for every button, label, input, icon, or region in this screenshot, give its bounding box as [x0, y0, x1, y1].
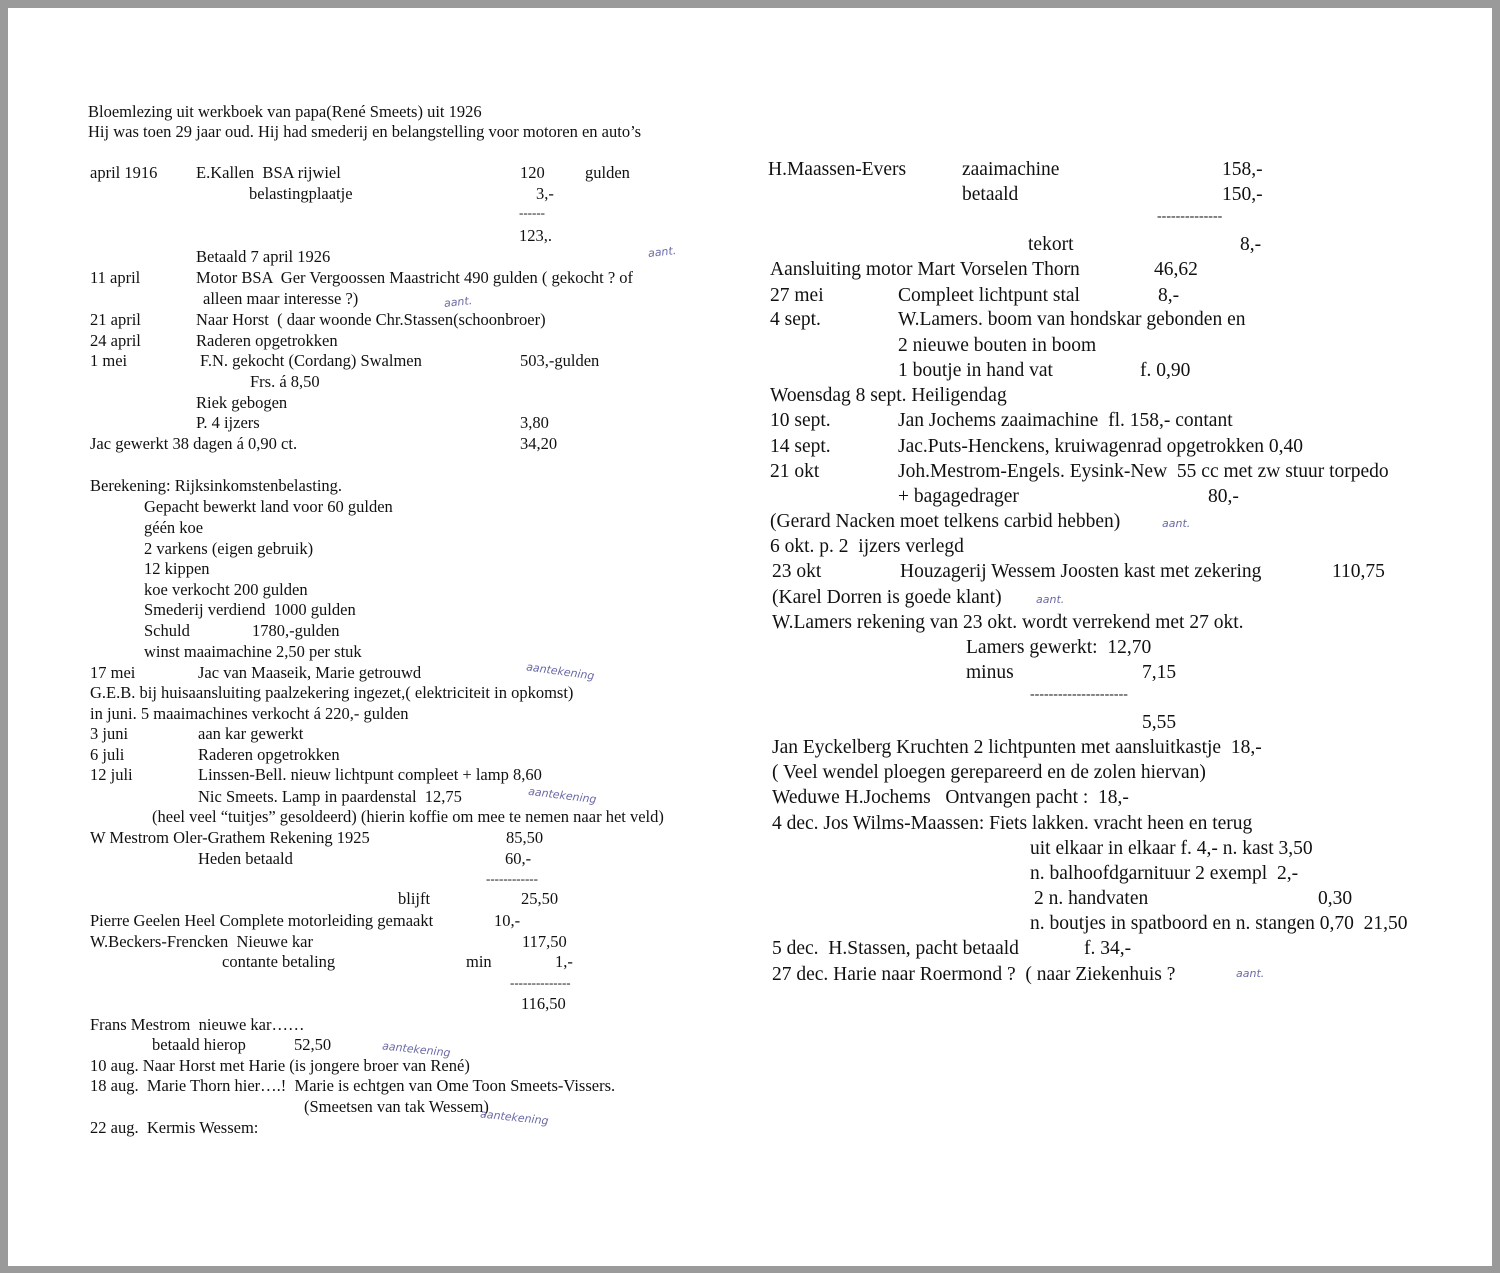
entry-text: E.Kallen BSA rijwiel: [196, 163, 341, 182]
entry-text: Heden betaald: [198, 849, 293, 868]
entry-text: contante betaling: [222, 952, 336, 971]
entry-text: géén koe: [144, 518, 204, 537]
entry-text: P. 4 ijzers: [196, 413, 260, 432]
amount: 3,80: [520, 413, 549, 432]
amount: 7,15: [1142, 662, 1177, 683]
amount: 52,50: [294, 1035, 332, 1054]
amount: 5,55: [1142, 712, 1177, 733]
entry-text: 1 boutje in hand vat: [898, 360, 1053, 381]
handwritten-note: aantekening: [381, 1039, 452, 1060]
entry-text: 6 okt. p. 2 ijzers verlegd: [770, 536, 964, 557]
handwritten-note: aantekening: [479, 1107, 550, 1128]
amount: f. 34,-: [1084, 938, 1132, 959]
entry-text: Compleet lichtpunt stal: [898, 285, 1080, 306]
entry-text: Raderen opgetrokken: [198, 745, 340, 764]
entry-text: 4 dec. Jos Wilms-Maassen: Fiets lakken. vracht heen en terug: [772, 813, 1253, 834]
entry-text: n. boutjes in spatboord en n. stangen 0,70 21,50: [1030, 913, 1408, 934]
handwritten-note: aantekening: [527, 784, 598, 807]
entry-text: 27 dec. Harie naar Roermond ? ( naar Ziekenhuis ?: [772, 964, 1176, 985]
date: april 1916: [90, 163, 158, 182]
amount: 120: [520, 163, 545, 182]
amount: 150,-: [1222, 184, 1263, 205]
divider: --------------: [1157, 209, 1223, 224]
entry-text: 18 aug. Marie Thorn hier….! Marie is echtgen van Ome Toon Smeets-Vissers.: [90, 1076, 616, 1095]
entry-text: winst maaimachine 2,50 per stuk: [144, 642, 362, 661]
amount: f. 0,90: [1140, 360, 1191, 381]
amount: 117,50: [522, 932, 567, 951]
entry-text: n. balhoofdgarnituur 2 exempl 2,-: [1030, 863, 1299, 884]
date: 23 okt: [772, 561, 822, 582]
entry-text: Betaald 7 april 1926: [196, 247, 331, 266]
amount: 8,-: [1158, 285, 1180, 306]
handwritten-note: aant.: [647, 244, 677, 260]
amount: 116,50: [521, 994, 566, 1013]
entry-text: W Mestrom Oler-Grathem Rekening 1925: [90, 828, 370, 847]
entry-text: Motor BSA Ger Vergoossen Maastricht 490 gulden ( gekocht ? of: [196, 268, 634, 287]
entry-text: Naar Horst ( daar woonde Chr.Stassen(schoonbroer): [196, 310, 546, 329]
entry-text: Houzagerij Wessem Joosten kast met zekering: [900, 561, 1262, 582]
header-line: Hij was toen 29 jaar oud. Hij had smederij en belangstelling voor motoren en auto’s: [88, 122, 642, 141]
entry-text: zaaimachine: [962, 159, 1060, 180]
amount: 25,50: [521, 889, 559, 908]
date: 12 juli: [90, 765, 133, 784]
entry-text: Jan Jochems zaaimachine fl. 158,- contant: [898, 410, 1233, 431]
entry-text: Jac van Maaseik, Marie getrouwd: [198, 663, 422, 682]
date: 4 sept.: [770, 309, 821, 330]
entry-text: 2 varkens (eigen gebruik): [144, 539, 314, 558]
entry-text: F.N. gekocht (Cordang) Swalmen: [200, 351, 422, 370]
entry-text: Jan Eyckelberg Kruchten 2 lichtpunten met aansluitkastje 18,-: [772, 737, 1262, 758]
handwritten-note: aant.: [1036, 593, 1065, 606]
entry-text: Joh.Mestrom-Engels. Eysink-New 55 cc met zw stuur torpedo: [898, 461, 1389, 482]
entry-text: koe verkocht 200 gulden: [144, 580, 308, 599]
date: 6 juli: [90, 745, 125, 764]
entry-text: 2 n. handvaten: [1034, 888, 1149, 909]
entry-text: 5 dec. H.Stassen, pacht betaald: [772, 938, 1019, 959]
entry-text: (Karel Dorren is goede klant): [772, 587, 1002, 608]
entry-text: Nic Smeets. Lamp in paardenstal 12,75: [198, 787, 462, 806]
entry-text: Frans Mestrom nieuwe kar……: [90, 1015, 305, 1034]
date: 3 juni: [90, 724, 129, 743]
amount: 110,75: [1332, 561, 1385, 582]
amount: 0,30: [1318, 888, 1353, 909]
date: 21 okt: [770, 461, 820, 482]
amount: 1,-: [555, 952, 573, 971]
date: 1 mei: [90, 351, 128, 370]
entry-text: Smederij verdiend 1000 gulden: [144, 600, 356, 619]
entry-text: blijft: [398, 889, 431, 908]
date: 10 sept.: [770, 410, 831, 431]
entry-text: Berekening: Rijksinkomstenbelasting.: [90, 476, 343, 495]
date: 24 april: [90, 331, 141, 350]
amount: 46,62: [1154, 259, 1198, 280]
entry-text: 2 nieuwe bouten in boom: [898, 335, 1097, 356]
divider: ------: [519, 205, 545, 220]
divider: ---------------------: [1030, 687, 1128, 702]
entry-text: Linssen-Bell. nieuw lichtpunt compleet + lamp 8,60: [198, 765, 542, 784]
amount: 60,-: [505, 849, 532, 868]
entry-text: (Gerard Nacken moet telkens carbid hebben): [770, 511, 1121, 532]
entry-text: alleen maar interesse ?): [203, 289, 359, 308]
entry-text: (Smeetsen van tak Wessem): [304, 1097, 489, 1116]
amount: 80,-: [1208, 486, 1239, 507]
entry-text: Raderen opgetrokken: [196, 331, 338, 350]
entry-text: (heel veel “tuitjes” gesoldeerd) (hierin koffie om mee te nemen naar het veld): [152, 807, 664, 826]
date: 21 april: [90, 310, 141, 329]
entry-text: belastingplaatje: [249, 184, 353, 203]
amount: 503,-gulden: [520, 351, 600, 370]
date: 14 sept.: [770, 436, 831, 457]
entry-text: ( Veel wendel ploegen gerepareerd en de zolen hiervan): [772, 762, 1206, 783]
entry-text: W.Lamers rekening van 23 okt. wordt verrekend met 27 okt.: [772, 612, 1244, 633]
amount: 34,20: [520, 434, 558, 453]
entry-text: Jac gewerkt 38 dagen á 0,90 ct.: [90, 434, 298, 453]
amount: 158,-: [1222, 159, 1263, 180]
entry-text: H.Maassen-Evers: [768, 159, 907, 180]
entry-text: Aansluiting motor Mart Vorselen Thorn: [770, 259, 1080, 280]
amount: 10,-: [494, 911, 521, 930]
handwritten-note: aant.: [1162, 517, 1191, 530]
entry-text: tekort: [1028, 234, 1074, 255]
entry-text: Frs. á 8,50: [250, 372, 320, 391]
entry-text: Pierre Geelen Heel Complete motorleiding gemaakt: [90, 911, 434, 930]
date: 27 mei: [770, 285, 824, 306]
entry-text: in juni. 5 maaimachines verkocht á 220,- gulden: [90, 704, 409, 723]
entry-text: 12 kippen: [144, 559, 210, 578]
left-page: [8, 8, 780, 1266]
header-line: Bloemlezing uit werkboek van papa(René Smeets) uit 1926: [88, 102, 482, 121]
amount: 3,-: [536, 184, 554, 203]
entry-text: Lamers gewerkt: 12,70: [966, 637, 1152, 658]
entry-text: 10 aug. Naar Horst met Harie (is jongere broer van René): [90, 1056, 470, 1075]
entry-text: Jac.Puts-Henckens, kruiwagenrad opgetrokken 0,40: [898, 436, 1304, 457]
amount: 1780,-gulden: [252, 621, 340, 640]
entry-text: min: [466, 952, 492, 971]
unit: gulden: [585, 163, 630, 182]
entry-text: Schuld: [144, 621, 190, 640]
entry-text: minus: [966, 662, 1014, 683]
amount: 85,50: [506, 828, 544, 847]
date: 17 mei: [90, 663, 136, 682]
divider: ------------: [486, 871, 538, 886]
entry-text: betaald hierop: [152, 1035, 246, 1054]
entry-text: uit elkaar in elkaar f. 4,- n. kast 3,50: [1030, 838, 1313, 859]
handwritten-note: aant.: [443, 294, 473, 310]
entry-text: aan kar gewerkt: [198, 724, 304, 743]
entry-text: W.Beckers-Frencken Nieuwe kar: [90, 932, 313, 951]
entry-text: G.E.B. bij huisaansluiting paalzekering ingezet,( elektriciteit in opkomst): [90, 683, 574, 702]
entry-text: 22 aug. Kermis Wessem:: [90, 1118, 259, 1137]
handwritten-note: aant.: [1236, 967, 1265, 980]
handwritten-note: aantekening: [525, 660, 596, 683]
date: 11 april: [90, 268, 141, 287]
entry-text: Woensdag 8 sept. Heiligendag: [770, 385, 1007, 406]
amount: 8,-: [1240, 234, 1262, 255]
amount: 123,.: [519, 226, 552, 245]
entry-text: Weduwe H.Jochems Ontvangen pacht : 18,-: [772, 787, 1129, 808]
divider: --------------: [510, 975, 571, 990]
entry-text: betaald: [962, 184, 1019, 205]
entry-text: + bagagedrager: [898, 486, 1019, 507]
entry-text: Gepacht bewerkt land voor 60 gulden: [144, 497, 393, 516]
entry-text: Riek gebogen: [196, 393, 288, 412]
right-page: [768, 8, 1492, 1266]
entry-text: W.Lamers. boom van hondskar gebonden en: [898, 309, 1246, 330]
